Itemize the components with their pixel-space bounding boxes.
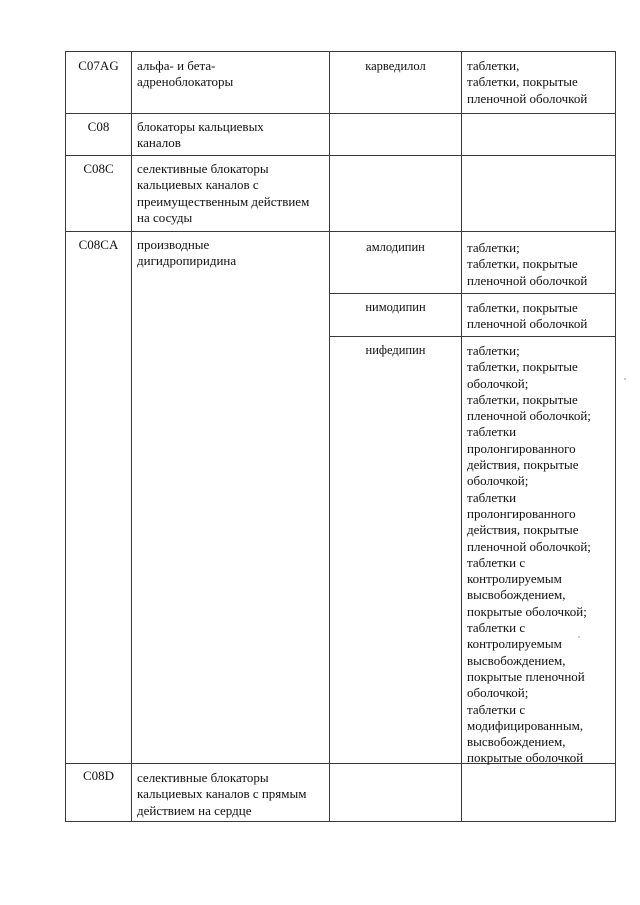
table-border-top (65, 51, 616, 52)
subrow-divider (329, 336, 616, 337)
subrow-divider (329, 293, 616, 294)
scan-speck (624, 378, 626, 380)
dosage-form: таблетки; таблетки, покрытые оболочкой; таблетки, покрытые пленочной оболочкой; таблетки пролонгированного действия, покрытые оболочкой; таблетки пролонгированного действия, покрытые пленочной оболочкой; таблетки с контролируемым высвобождением, покрытые оболочкой; таблетки с контролируемым высвобождением, покрытые пленочной оболочкой; таблетки с модифицированным, высвобождением, покрытые оболочкой (467, 343, 591, 766)
column-divider-code (131, 51, 132, 822)
atc-code: C07AG (78, 58, 119, 73)
group-name: селективные блокаторы кальциевых каналов с прямым действием на сердце (137, 770, 307, 818)
column-divider-drug (461, 51, 462, 822)
row-divider (65, 231, 616, 232)
group-name: производные дигидропиридина (137, 237, 237, 269)
group-name: селективные блокаторы кальциевых каналов с преимущественным действием на сосуды (137, 161, 310, 225)
atc-code: C08C (83, 161, 114, 176)
row-divider (65, 155, 616, 156)
row-divider (65, 113, 616, 114)
table-border-right (615, 51, 616, 822)
dosage-form: таблетки, таблетки, покрытые пленочной оболочкой (467, 58, 588, 106)
atc-code: C08 (87, 119, 110, 134)
scan-speck (578, 636, 580, 638)
atc-code: C08CA (78, 237, 119, 252)
group-name: альфа- и бета- адреноблокаторы (137, 58, 234, 90)
drug-name: нифедипин (365, 343, 426, 357)
group-name: блокаторы кальциевых каналов (137, 119, 264, 151)
atc-code: C08D (82, 768, 115, 783)
dosage-form: таблетки, покрытые пленочной оболочкой (467, 300, 588, 332)
column-divider-group (329, 51, 330, 822)
drug-name: нимодипин (365, 300, 426, 314)
drug-name: карведилол (365, 59, 426, 73)
drug-name: амлодипин (366, 240, 425, 254)
dosage-form: таблетки; таблетки, покрытые пленочной оболочкой (467, 240, 588, 288)
table-border-bottom (65, 821, 616, 822)
